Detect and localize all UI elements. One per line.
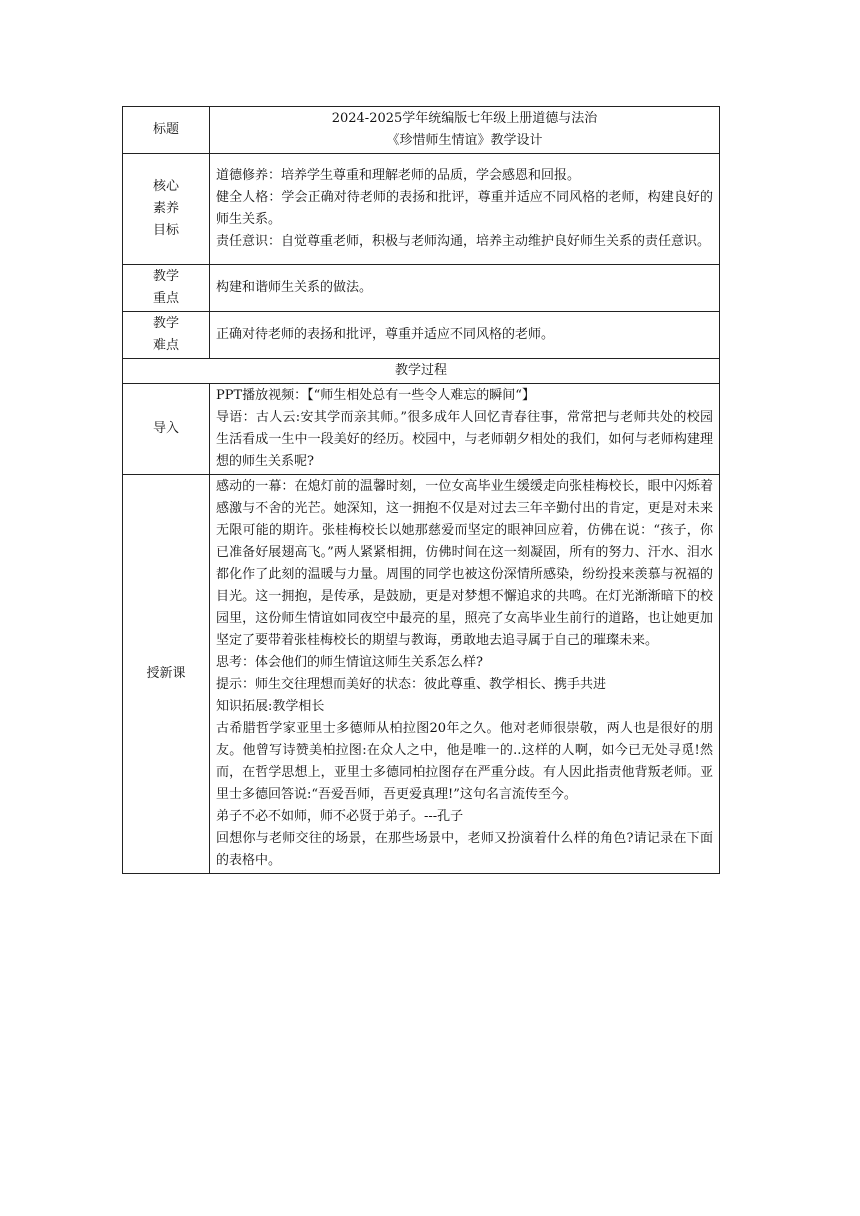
process-header: 教学过程 bbox=[123, 359, 720, 384]
intro-lead-paragraph: 导语：古人云:安其学而亲其师。”很多成年人回忆青春往事，常常把与老师共处的校园生活看成一生中一段美好的经历。校园中，与老师朝夕相处的我们，如何与老师构建理想的师生关系呢? bbox=[216, 410, 713, 469]
difficult-label-line: 教学 bbox=[152, 316, 179, 331]
core-literacy-content bbox=[210, 154, 720, 265]
core-item-responsibility: 责任意识：自觉尊重老师，积极与老师沟通，培养主动维护良好师生关系的责任意识。 bbox=[216, 234, 711, 249]
new-lesson-row bbox=[123, 475, 720, 874]
difficult-label-line: 难点 bbox=[152, 338, 179, 353]
hint-text: 提示：师生交往理想而美好的状态：彼此尊重、教学相长、携手共进 bbox=[216, 677, 607, 692]
confucius-quote: 弟子不必不如师，师不必贤于弟子。---孔子 bbox=[216, 809, 464, 824]
title-cell bbox=[210, 107, 720, 154]
key-point-row bbox=[123, 265, 720, 312]
core-label-line: 素养 bbox=[152, 201, 179, 216]
aristotle-paragraph: 古希腊哲学家亚里士多德师从柏拉图20年之久。他对老师很崇敬，两人也是很好的朋友。他曾写诗赞美柏拉图:在众人之中，他是唯一的..这样的人啊，如今已无处寻觅!然而，在哲学思想上，亚里士多德同柏拉图存在严重分歧。有人因此指责他背叛老师。亚里士多德回答说:“吾爱吾师，吾更爱真理!”这句名言流传至今。 bbox=[216, 721, 713, 802]
intro-label: 导入 bbox=[123, 384, 210, 475]
key-label-line: 教学 bbox=[152, 269, 179, 284]
story-paragraph: 感动的一幕：在熄灯前的温馨时刻，一位女高毕业生缓缓走向张桂梅校长，眼中闪烁着感激与不舍的光芒。她深知，这一拥抱不仅是对过去三年辛勤付出的肯定，更是对未来无限可能的期许。张桂梅校长以她那慈爱而坚定的眼神回应着，仿佛在说：“孩子，你已准备好展翅高飞。”两人紧紧相拥，仿佛时间在这一刻凝固，所有的努力、汗水、泪水都化作了此刻的温暖与力量。周围的同学也被这份深情所感染，纷纷投来羡慕与祝福的目光。这一拥抱，是传承，是鼓励，更是对梦想不懈追求的共鸣。在灯光渐渐暗下的校园里，这份师生情谊如同夜空中最亮的星，照亮了女高毕业生前行的道路，也让她更加坚定了要带着张桂梅校长的期望与教诲，勇敢地去追寻属于自己的璀璨未来。 bbox=[216, 479, 713, 648]
new-lesson-content bbox=[210, 475, 720, 874]
document-page bbox=[122, 106, 720, 874]
process-header-row bbox=[123, 359, 720, 384]
key-point-text: 构建和谐师生关系的做法。 bbox=[210, 265, 720, 312]
intro-row bbox=[123, 384, 720, 475]
core-literacy-label bbox=[123, 154, 210, 265]
difficult-point-text: 正确对待老师的表扬和批评，尊重并适应不同风格的老师。 bbox=[210, 312, 720, 359]
new-lesson-label: 授新课 bbox=[123, 475, 210, 874]
difficult-point-label bbox=[123, 312, 210, 359]
core-item-moral: 道德修养：培养学生尊重和理解老师的品质，学会感恩和回报。 bbox=[216, 168, 581, 183]
knowledge-extension-title: 知识拓展:教学相长 bbox=[216, 699, 325, 714]
title-row bbox=[123, 107, 720, 154]
document-title-line1: 2024-2025学年统编版七年级上册道德与法治 bbox=[331, 111, 598, 126]
reflection-prompt: 回想你与老师交往的场景，在那些场景中，老师又扮演着什么样的角色?请记录在下面的表格中。 bbox=[216, 831, 713, 868]
thinking-question: 思考：体会他们的师生情谊这师生关系怎么样? bbox=[216, 655, 483, 670]
intro-content bbox=[210, 384, 720, 475]
core-label-line: 核心 bbox=[152, 179, 179, 194]
core-item-personality: 健全人格：学会正确对待老师的表扬和批评，尊重并适应不同风格的老师，构建良好的师生关系。 bbox=[216, 190, 713, 227]
title-label: 标题 bbox=[123, 107, 210, 154]
document-title-line2: 《珍惜师生情谊》教学设计 bbox=[386, 133, 543, 148]
difficult-point-row bbox=[123, 312, 720, 359]
key-point-label bbox=[123, 265, 210, 312]
core-label-line: 目标 bbox=[152, 223, 179, 238]
key-label-line: 重点 bbox=[152, 291, 179, 306]
core-literacy-row bbox=[123, 154, 720, 265]
lesson-plan-table bbox=[122, 106, 720, 874]
intro-video-line: PPT播放视频：【“师生相处总有一些令人难忘的瞬间“】 bbox=[216, 388, 535, 403]
